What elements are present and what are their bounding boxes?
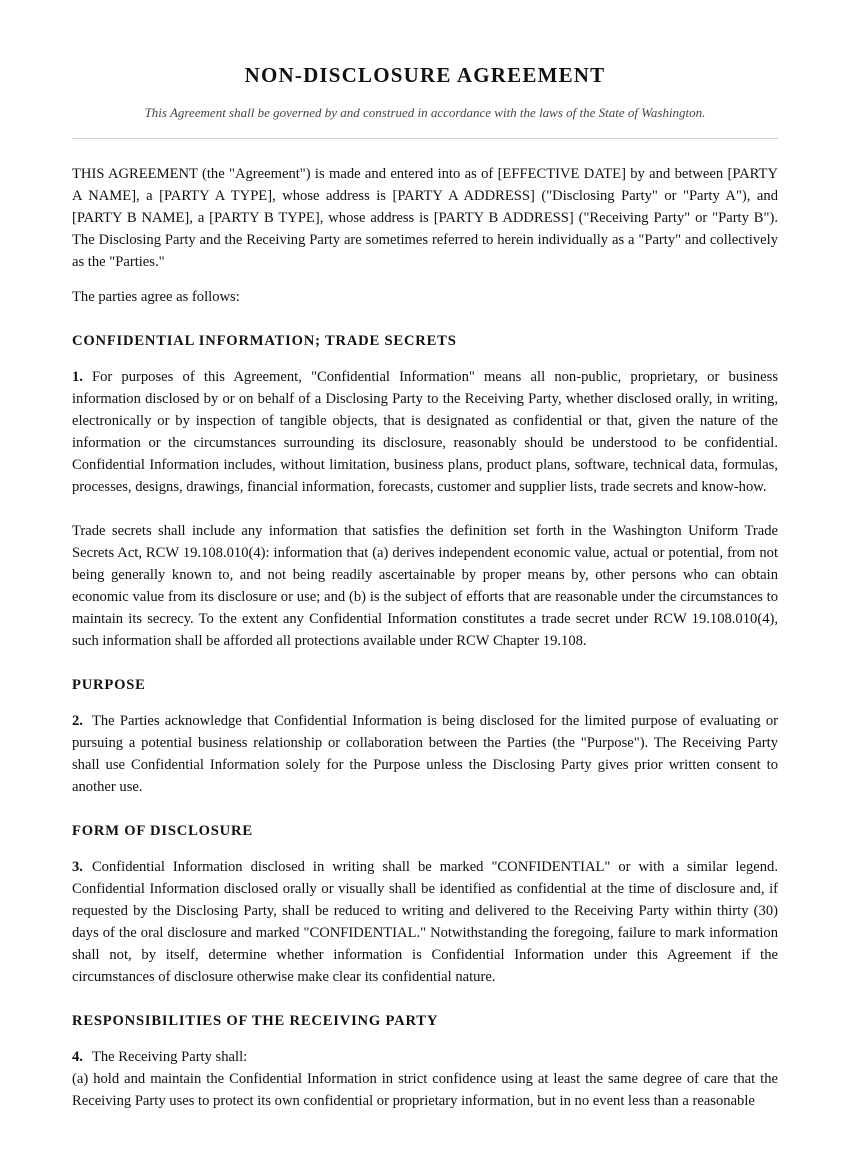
section-1-paragraph bbox=[72, 366, 778, 498]
section-number: 3. bbox=[72, 859, 83, 875]
document-page bbox=[0, 62, 850, 1162]
trade-secrets-paragraph: Trade secrets shall include any information that satisfies the definition set forth in the Washington Uniform Trade Secrets Act, RCW 19.108.010(4): information that (a) derives independent economic value, actual or potential, from not being generally known to, and not being readily ascertainable by proper means by, other persons who can obtain economic value from its disclosure or use; and (b) is the subject of efforts that are reasonable under the circumstances to maintain its secrecy. To the extent any Confidential Information constitutes a trade secret under RCW 19.108.010(4), such information shall be afforded all protections available under RCW Chapter 19.108. bbox=[72, 523, 778, 649]
governing-law-subtitle: This Agreement shall be governed by and construed in accordance with the laws of the State of Washington. bbox=[144, 105, 706, 120]
section-3-text: Confidential Information disclosed in writing shall be marked "CONFIDENTIAL" or with a similar legend. Confidential Information disclosed orally or visually shall be identified as confidential at the time of disclosure and, if requested by the Disclosing Party, shall be reduced to writing and delivered to the Receiving Party within thirty (30) days of the oral disclosure and marked "CONFIDENTIAL." Notwithstanding the foregoing, failure to mark information shall not, by itself, determine whether information is Confidential Information under this Agreement if the circumstances of disclosure otherwise make clear its confidential nature. bbox=[72, 859, 778, 985]
section-4-text: The Receiving Party shall: bbox=[91, 1049, 248, 1065]
section-1-text: For purposes of this Agreement, "Confidential Information" means all non-public, proprietary, or business information disclosed by or on behalf of a Disclosing Party to the Receiving Party, whether disclosed orally, in writing, electronically or by inspection of tangible objects, that is designated as confidential or that, given the nature of the information or the circumstances surrounding its disclosure, reasonably should be understood to be confidential. Confidential Information includes, without limitation, business plans, product plans, software, technical data, formulas, processes, designs, drawings, financial information, forecasts, customer and supplier lists, trade secrets and know-how. bbox=[72, 369, 778, 495]
document-title: NON-DISCLOSURE AGREEMENT bbox=[244, 63, 606, 87]
intro-paragraph: THIS AGREEMENT (the "Agreement") is made and entered into as of [EFFECTIVE DATE] by and between [PARTY A NAME], a [PARTY A TYPE], whose address is [PARTY A ADDRESS] ("Disclosing Party" or "Party A"), and [PARTY B NAME], a [PARTY B TYPE], whose address is [PARTY B ADDRESS] ("Receiving Party" or "Party B"). The Disclosing Party and the Receiving Party are sometimes referred to herein individually as a "Party" and collectively as the "Parties." bbox=[72, 166, 778, 270]
section-number: 4. bbox=[72, 1049, 83, 1065]
section-4-paragraph bbox=[72, 1046, 778, 1068]
agree-line: The parties agree as follows: bbox=[72, 289, 240, 305]
section-heading-confidential-information: CONFIDENTIAL INFORMATION; TRADE SECRETS bbox=[72, 333, 457, 349]
title-divider bbox=[72, 138, 778, 139]
section-number: 1. bbox=[72, 369, 83, 385]
section-2-paragraph bbox=[72, 710, 778, 798]
section-number: 2. bbox=[72, 713, 83, 729]
section-heading-form-of-disclosure: FORM OF DISCLOSURE bbox=[72, 823, 253, 839]
section-heading-purpose: PURPOSE bbox=[72, 677, 146, 693]
section-heading-responsibilities: RESPONSIBILITIES OF THE RECEIVING PARTY bbox=[72, 1013, 439, 1029]
section-2-text: The Parties acknowledge that Confidential Information is being disclosed for the limited purpose of evaluating or pursuing a potential business relationship or collaboration between the Parties (the "Purpose"). The Receiving Party shall use Confidential Information solely for the Purpose unless the Disclosing Party gives prior written consent to another use. bbox=[72, 713, 778, 795]
section-4-item-a: (a) hold and maintain the Confidential Information in strict confidence using at least the same degree of care that the Receiving Party uses to protect its own confidential or proprietary information, but in no event less than a reasonable bbox=[72, 1071, 778, 1109]
section-3-paragraph bbox=[72, 856, 778, 988]
